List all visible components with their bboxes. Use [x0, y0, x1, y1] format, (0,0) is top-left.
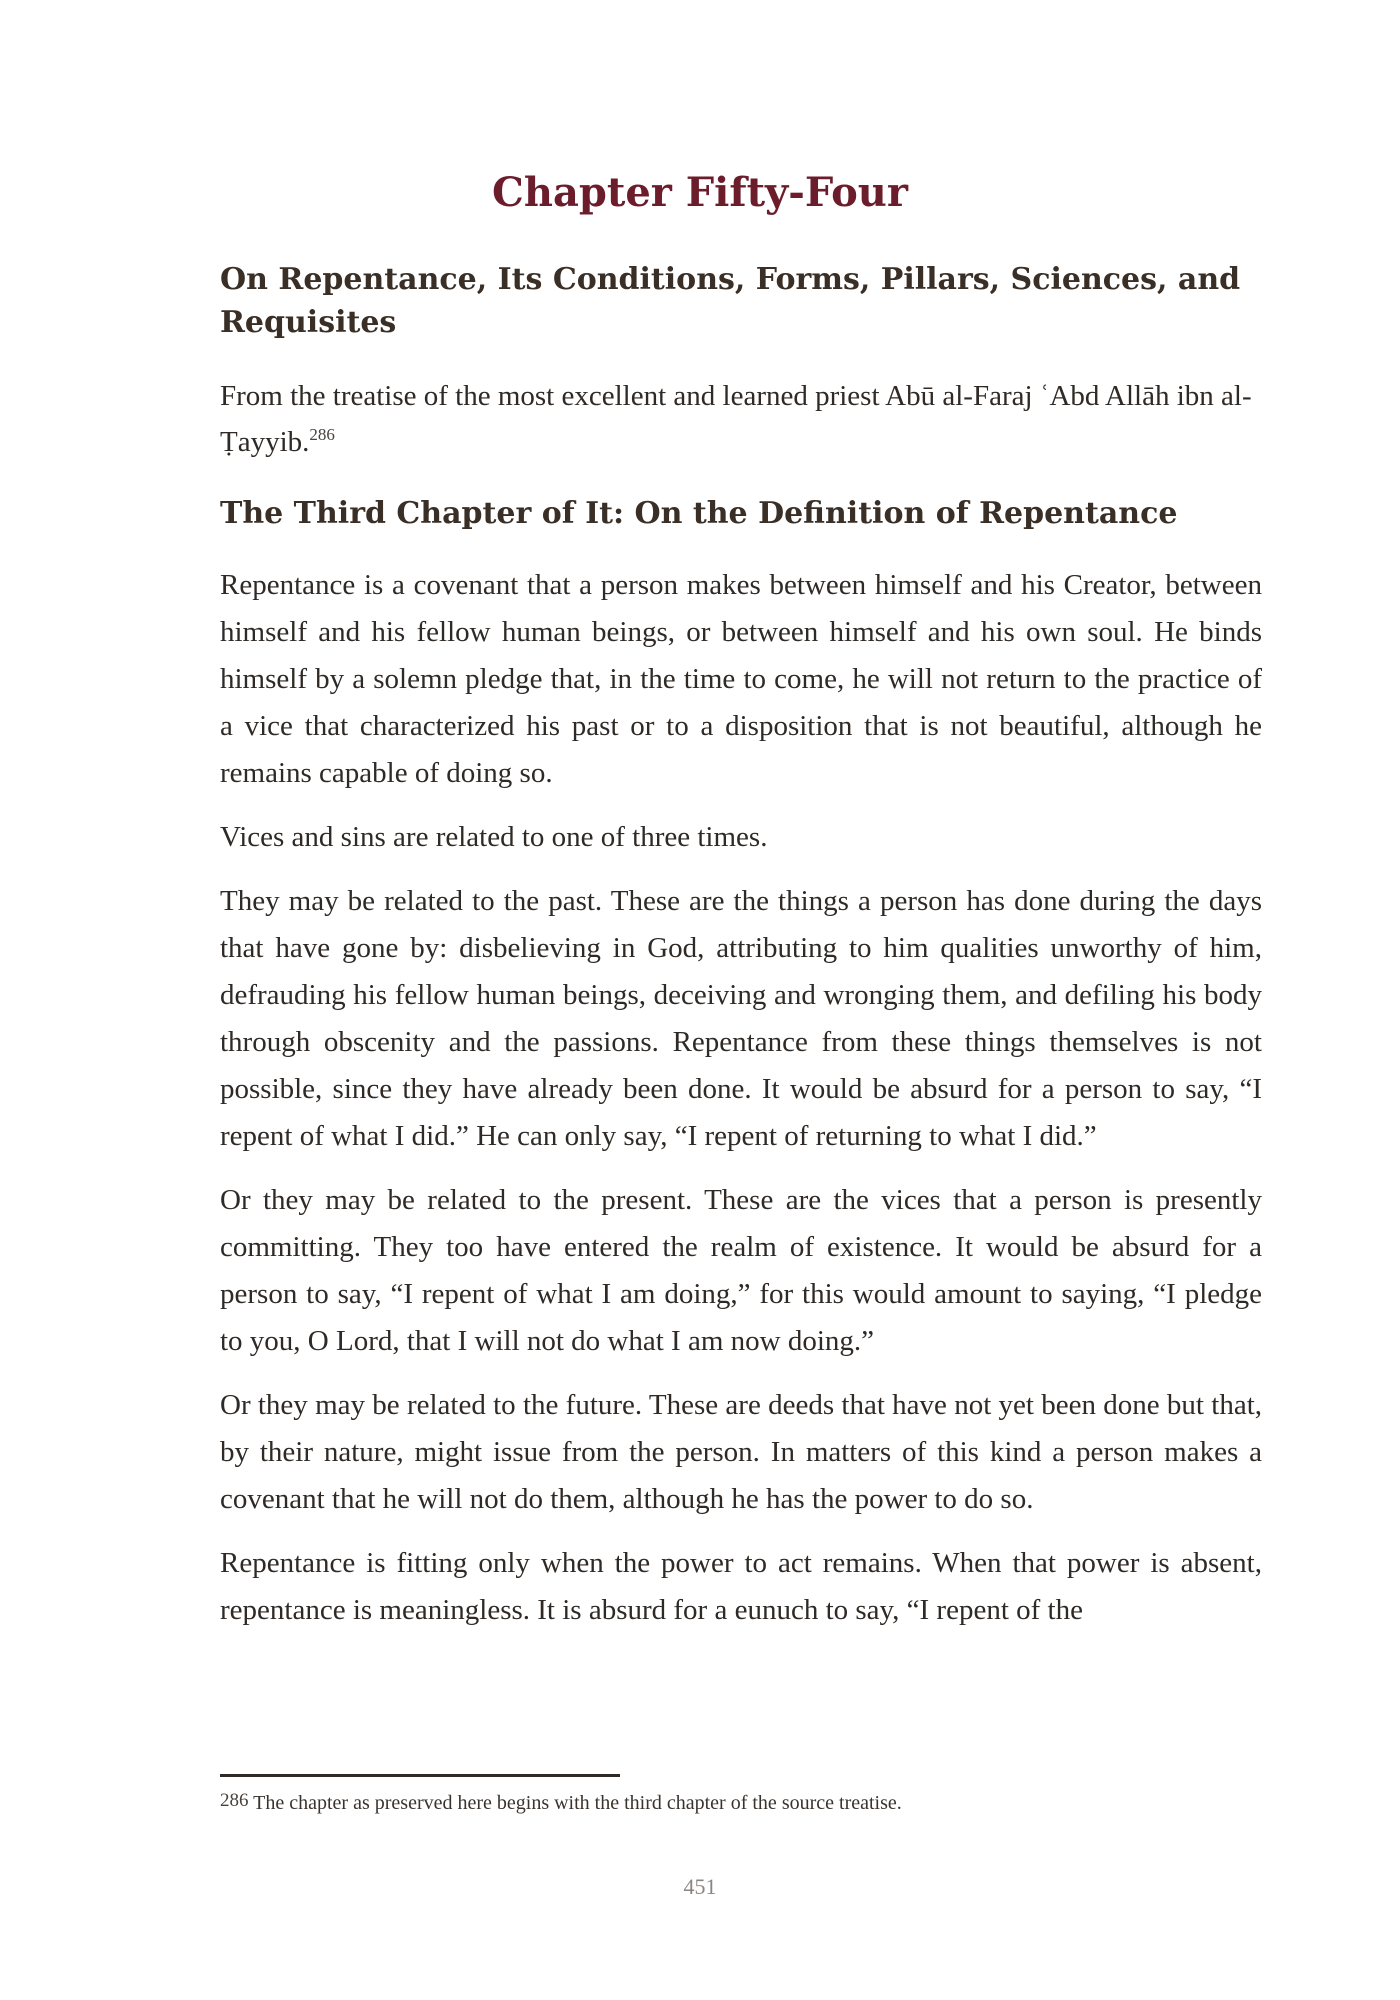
page-number: 451	[683, 1874, 717, 1899]
paragraph-present: Or they may be related to the present. These are the vices that a person is presently committing. They too have entered the realm of existence. It would be absurd for a person to say, “I repent of what I am doing,” for this would amount to saying, “I pledge to you, O Lord, that I will not do what I am now doing.”	[220, 1184, 1262, 1357]
paragraph-past: They may be related to the past. These are the things a person has done during the days that have gone by: disbelieving in God, attributing to him qualities unworthy of him, defrauding his fellow human beings, deceiving and wronging them, and defiling his body through obscenity and the passions. Repentance from these things themselves is not possible, since they have already been done. It would be absurd for a person to say, “I repent of what I did.” He can only say, “I repent of returning to what I did.”	[220, 885, 1262, 1152]
attribution-text: From the treatise of the most excellent and learned priest Abū al-Faraj ʿAbd Allāh ibn al-Ṭayyib.	[220, 380, 1252, 458]
body-text	[220, 562, 1262, 1651]
paragraph-future: Or they may be related to the future. These are deeds that have not yet been done but that, by their nature, might issue from the person. In matters of this kind a person makes a covenant that he will not do them, although he has the power to do so.	[220, 1389, 1262, 1515]
section-heading: The Third Chapter of It: On the Definition of Repentance	[220, 496, 1178, 531]
footnote-reference[interactable]: 286	[309, 425, 335, 444]
paragraph-definition: Repentance is a covenant that a person makes between himself and his Creator, between himself and his fellow human beings, or between himself and his own soul. He binds himself by a solemn pledge that, in the time to come, he will not return to the practice of a vice that characterized his past or to a disposition that is not beautiful, although he remains capable of doing so.	[220, 569, 1262, 789]
chapter-subtitle: On Repentance, Its Conditions, Forms, Pillars, Sciences, and Requisites	[220, 262, 1241, 340]
footnote	[220, 1788, 1262, 1819]
footnote-number: 286	[220, 1790, 249, 1811]
paragraph-three-times: Vices and sins are related to one of three times.	[220, 821, 768, 853]
chapter-title: Chapter Fifty-Four	[492, 169, 908, 216]
paragraph-power-to-act: Repentance is fitting only when the power to act remains. When that power is absent, repentance is meaningless. It is absurd for a eunuch to say, “I repent of the	[220, 1547, 1262, 1626]
footnote-divider	[220, 1774, 620, 1777]
footnote-text: The chapter as preserved here begins with the third chapter of the source treatise.	[253, 1792, 902, 1814]
attribution	[220, 373, 1262, 469]
